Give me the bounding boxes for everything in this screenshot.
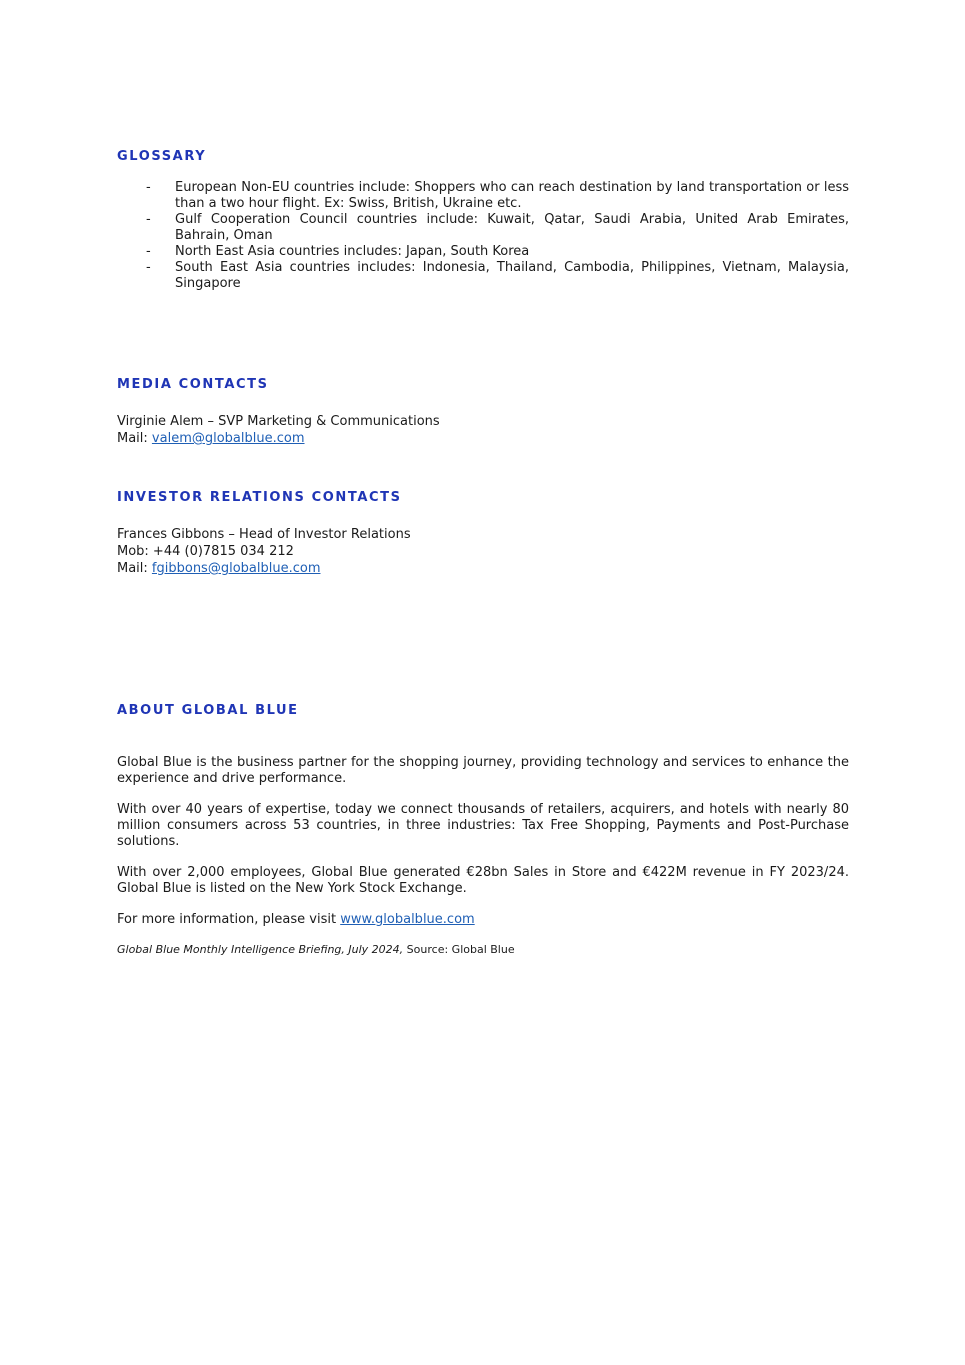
investor-mail-link[interactable]: fgibbons@globalblue.com xyxy=(151,561,321,576)
investor-contacts-heading: INVESTOR RELATIONS CONTACTS xyxy=(117,490,402,505)
glossary-item xyxy=(117,244,849,260)
bullet-dash: - xyxy=(146,212,151,227)
media-contact-block xyxy=(117,414,849,447)
media-contacts-heading: MEDIA CONTACTS xyxy=(117,377,269,392)
about-heading: ABOUT GLOBAL BLUE xyxy=(117,703,299,718)
bullet-dash: - xyxy=(146,180,151,195)
media-mail-link[interactable]: valem@globalblue.com xyxy=(151,431,305,446)
bullet-dash: - xyxy=(146,244,151,259)
about-more-info xyxy=(117,912,849,928)
investor-contact-block xyxy=(117,527,849,577)
more-info-text: For more information, please visit xyxy=(117,912,341,927)
glossary-item xyxy=(117,260,849,292)
bullet-dash: - xyxy=(146,260,151,275)
footnote-title: Global Blue Monthly Intelligence Briefing, July 2024, xyxy=(117,943,404,956)
footnote xyxy=(117,943,515,957)
mail-label: Mail: xyxy=(117,561,152,576)
about-para-3 xyxy=(117,865,849,897)
about-paragraph: With over 2,000 employees, Global Blue generated €28bn Sales in Store and €422M revenue in FY 2023/24. Global Blue is listed on the New York Stock Exchange. xyxy=(117,865,849,896)
about-paragraph: With over 40 years of expertise, today we connect thousands of retailers, acquirers, and hotels with nearly 80 million consumers across 53 countries, in three industries: Tax Free Shopping, Payments and Post-Purchase solutions. xyxy=(117,802,849,849)
glossary-item-text: North East Asia countries includes: Japan, South Korea xyxy=(175,244,530,259)
glossary-item xyxy=(117,212,849,244)
about-para-1 xyxy=(117,755,849,787)
footnote-source: Source: Global Blue xyxy=(403,943,515,956)
investor-contact-mob: Mob: +44 (0)7815 034 212 xyxy=(117,544,294,559)
about-paragraph: Global Blue is the business partner for the shopping journey, providing technology and services to enhance the experience and drive performance. xyxy=(117,755,849,786)
glossary-heading: GLOSSARY xyxy=(117,149,207,164)
glossary-item-text: Gulf Cooperation Council countries include: Kuwait, Qatar, Saudi Arabia, United Arab Emirates, Bahrain, Oman xyxy=(175,212,849,243)
glossary-item-text: European Non-EU countries include: Shoppers who can reach destination by land transportation or less than a two hour flight. Ex: Swiss, British, Ukraine etc. xyxy=(175,180,849,211)
glossary-item xyxy=(117,180,849,212)
investor-contact-name: Frances Gibbons – Head of Investor Relations xyxy=(117,527,411,542)
media-contact-name: Virginie Alem – SVP Marketing & Communications xyxy=(117,414,440,429)
investor-contact-mail-line xyxy=(117,561,849,577)
about-para-2 xyxy=(117,802,849,850)
media-contact-mail-line xyxy=(117,431,849,447)
glossary-item-text: South East Asia countries includes: Indonesia, Thailand, Cambodia, Philippines, Vietnam, Malaysia, Singapore xyxy=(175,260,849,291)
mail-label: Mail: xyxy=(117,431,152,446)
glossary-list xyxy=(117,180,849,292)
website-link[interactable]: www.globalblue.com xyxy=(340,912,475,927)
